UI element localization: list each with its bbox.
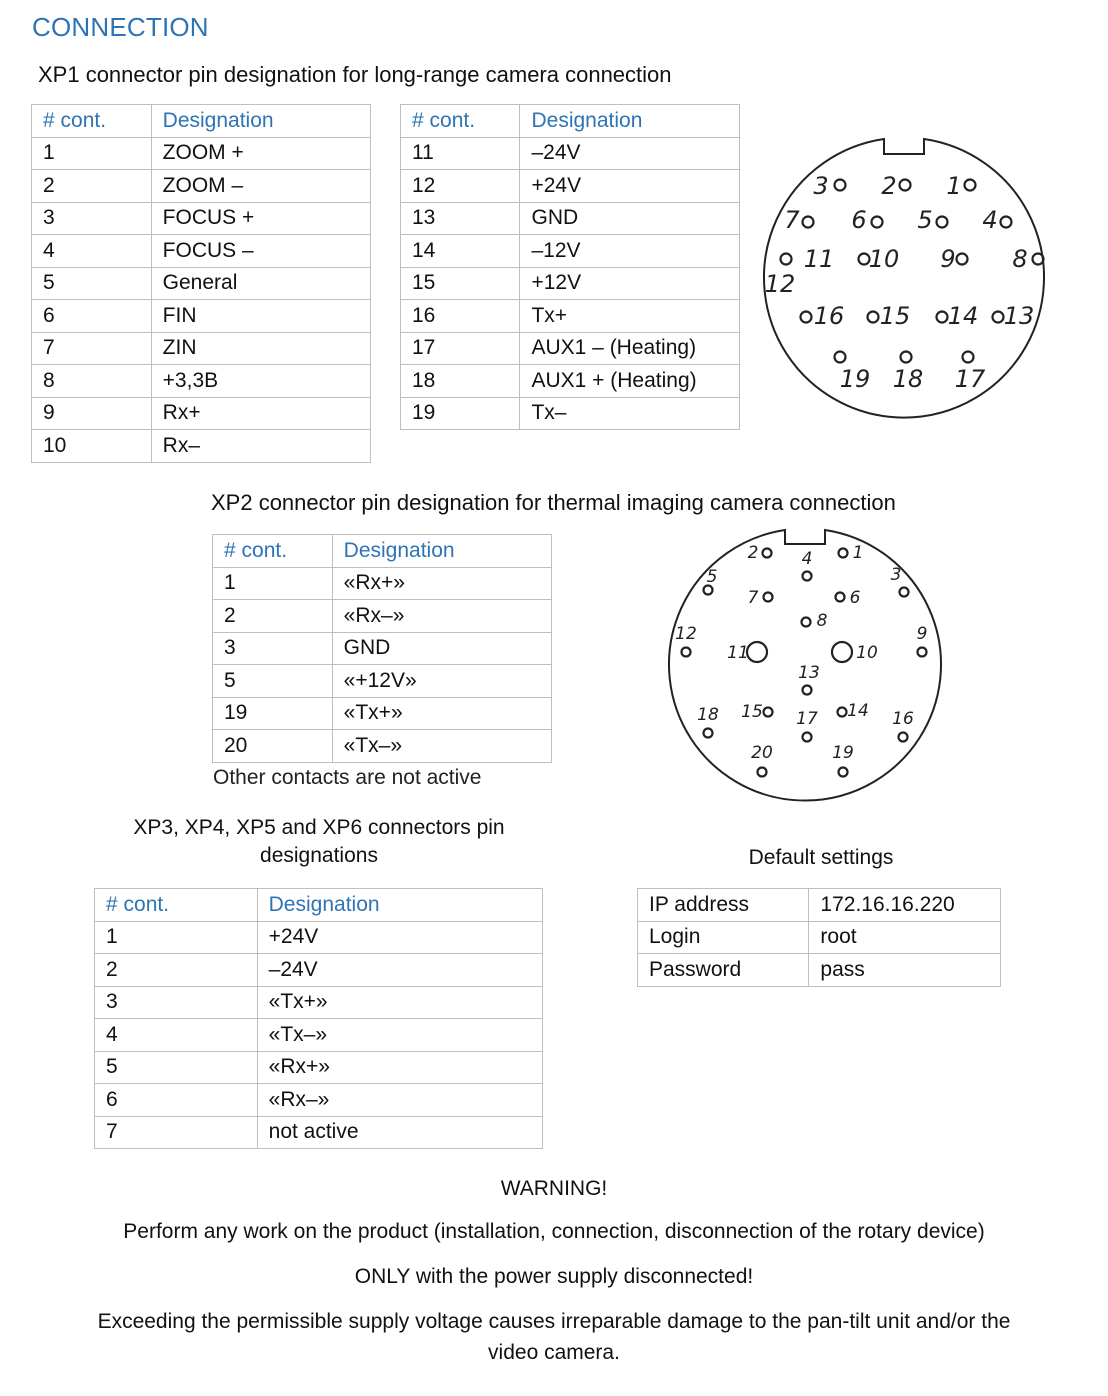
header-designation: Designation bbox=[520, 105, 740, 138]
pin-label: 7 bbox=[747, 588, 759, 608]
cell-des: +24V bbox=[257, 921, 542, 954]
pin-label: 15 bbox=[741, 702, 763, 722]
cell-cont: 20 bbox=[213, 730, 333, 763]
pin-label: 5 bbox=[917, 206, 933, 234]
table-row bbox=[401, 267, 740, 300]
cell-value: pass bbox=[809, 954, 1001, 987]
cell-cont: 6 bbox=[95, 1084, 258, 1117]
warning-line3b: video camera. bbox=[488, 1341, 620, 1364]
cell-cont: 2 bbox=[95, 954, 258, 987]
pin-label: 17 bbox=[954, 365, 986, 393]
pin-contact bbox=[803, 572, 812, 581]
cell-cont: 4 bbox=[32, 235, 152, 268]
cell-cont: 5 bbox=[32, 267, 152, 300]
cell-des: «Rx+» bbox=[332, 567, 551, 600]
pin-label: 15 bbox=[879, 302, 911, 330]
pin-label: 18 bbox=[697, 705, 719, 725]
pin-contact bbox=[801, 312, 812, 323]
table-row bbox=[213, 730, 552, 763]
cell-des: not active bbox=[257, 1116, 542, 1149]
warning-line3a: Exceeding the permissible supply voltage causes irreparable damage to the pan-tilt unit and/or the bbox=[97, 1310, 1011, 1333]
defaults-table bbox=[637, 888, 1001, 987]
cell-des: ZIN bbox=[151, 332, 370, 365]
header-cont: # cont. bbox=[95, 889, 258, 922]
header-designation: Designation bbox=[332, 535, 551, 568]
cell-des: ZOOM + bbox=[151, 137, 370, 170]
pin-label: 10 bbox=[856, 643, 878, 663]
cell-cont: 6 bbox=[32, 300, 152, 333]
pin-contact bbox=[803, 686, 812, 695]
table-row bbox=[32, 137, 371, 170]
cell-des: +24V bbox=[520, 170, 740, 203]
cell-key: Password bbox=[638, 954, 809, 987]
table-row bbox=[32, 397, 371, 430]
table-row bbox=[32, 267, 371, 300]
cell-cont: 7 bbox=[32, 332, 152, 365]
warning-line1: Perform any work on the product (installation, connection, disconnection of the rotary device) bbox=[123, 1220, 985, 1243]
pin-contact bbox=[839, 549, 848, 558]
cell-cont: 19 bbox=[213, 697, 333, 730]
cell-des: General bbox=[151, 267, 370, 300]
defaults-title: Default settings bbox=[748, 846, 894, 869]
table-row bbox=[32, 300, 371, 333]
cell-des: «Rx–» bbox=[332, 600, 551, 633]
cell-cont: 12 bbox=[401, 170, 520, 203]
table-header-row bbox=[213, 535, 552, 568]
pin-contact bbox=[872, 217, 883, 228]
table-row bbox=[401, 365, 740, 398]
pin-contact bbox=[764, 593, 773, 602]
pin-label: 1 bbox=[852, 543, 864, 563]
table-header-row bbox=[32, 105, 371, 138]
cell-des: –24V bbox=[257, 954, 542, 987]
cell-des: Rx– bbox=[151, 430, 370, 463]
cell-des: FIN bbox=[151, 300, 370, 333]
header-cont: # cont. bbox=[32, 105, 152, 138]
xp2-table bbox=[212, 534, 552, 763]
cell-des: Rx+ bbox=[151, 397, 370, 430]
xp1-connector-diagram bbox=[758, 124, 1058, 424]
xp2-connector-diagram bbox=[660, 522, 950, 812]
pin-contact bbox=[899, 733, 908, 742]
pin-label: 1 bbox=[946, 172, 962, 200]
xp1-right-table bbox=[400, 104, 740, 430]
cell-cont: 4 bbox=[95, 1019, 258, 1052]
table-row bbox=[95, 921, 543, 954]
cell-des: «Tx–» bbox=[332, 730, 551, 763]
pin-contact bbox=[839, 768, 848, 777]
table-row bbox=[213, 600, 552, 633]
cell-cont: 11 bbox=[401, 137, 520, 170]
header-designation: Designation bbox=[257, 889, 542, 922]
pin-contact bbox=[704, 729, 713, 738]
pin-label: 6 bbox=[851, 206, 867, 234]
cell-des: GND bbox=[520, 202, 740, 235]
pin-label: 2 bbox=[881, 172, 897, 200]
cell-des: +12V bbox=[520, 267, 740, 300]
pin-label: 4 bbox=[982, 206, 998, 234]
table-row bbox=[213, 665, 552, 698]
table-row bbox=[95, 1116, 543, 1149]
pin-label: 17 bbox=[796, 709, 818, 729]
table-row bbox=[95, 986, 543, 1019]
table-row bbox=[32, 170, 371, 203]
cell-cont: 2 bbox=[32, 170, 152, 203]
table-row bbox=[213, 697, 552, 730]
cell-cont: 1 bbox=[95, 921, 258, 954]
pin-contact bbox=[764, 708, 773, 717]
warning-title: WARNING! bbox=[500, 1177, 608, 1200]
pin-contact bbox=[937, 217, 948, 228]
pin-label: 8 bbox=[1012, 245, 1028, 273]
pin-contact bbox=[965, 180, 976, 191]
cell-cont: 1 bbox=[32, 137, 152, 170]
table-row bbox=[401, 300, 740, 333]
pin-contact bbox=[868, 312, 879, 323]
table-row bbox=[638, 889, 1001, 922]
pin-label: 8 bbox=[816, 611, 828, 631]
xp1-title: XP1 connector pin designation for long-range camera connection bbox=[38, 62, 672, 87]
pin-contact bbox=[682, 648, 691, 657]
pin-label: 11 bbox=[727, 643, 749, 663]
header-designation: Designation bbox=[151, 105, 370, 138]
pin-contact bbox=[838, 708, 847, 717]
pin-contact bbox=[763, 549, 772, 558]
table-row bbox=[32, 235, 371, 268]
pin-contact bbox=[832, 642, 852, 662]
pin-label: 3 bbox=[813, 172, 829, 200]
table-row bbox=[213, 567, 552, 600]
cell-cont: 7 bbox=[95, 1116, 258, 1149]
pin-label: 13 bbox=[798, 663, 820, 683]
cell-cont: 3 bbox=[213, 632, 333, 665]
pin-contact bbox=[803, 217, 814, 228]
table-row bbox=[213, 632, 552, 665]
cell-des: «Tx–» bbox=[257, 1019, 542, 1052]
table-header-row bbox=[95, 889, 543, 922]
cell-cont: 9 bbox=[32, 397, 152, 430]
pin-contact bbox=[1001, 217, 1012, 228]
pin-label: 10 bbox=[868, 245, 900, 273]
table-row bbox=[401, 332, 740, 365]
pin-contact bbox=[747, 642, 767, 662]
pin-label: 16 bbox=[892, 709, 914, 729]
xp3-title-line1: XP3, XP4, XP5 and XP6 connectors pin bbox=[133, 816, 505, 839]
pin-label: 9 bbox=[940, 245, 956, 273]
table-row bbox=[32, 202, 371, 235]
pin-label: 4 bbox=[801, 549, 813, 569]
pin-label: 13 bbox=[1003, 302, 1035, 330]
table-row bbox=[95, 954, 543, 987]
table-row bbox=[401, 235, 740, 268]
xp1-left-table bbox=[31, 104, 371, 463]
table-row bbox=[401, 397, 740, 430]
pin-label: 11 bbox=[803, 245, 835, 273]
pin-contact bbox=[803, 733, 812, 742]
cell-key: Login bbox=[638, 921, 809, 954]
cell-cont: 14 bbox=[401, 235, 520, 268]
cell-cont: 3 bbox=[32, 202, 152, 235]
pin-contact bbox=[758, 768, 767, 777]
cell-des: «+12V» bbox=[332, 665, 551, 698]
pin-label: 12 bbox=[764, 270, 796, 298]
cell-cont: 13 bbox=[401, 202, 520, 235]
cell-cont: 8 bbox=[32, 365, 152, 398]
pin-label: 12 bbox=[675, 624, 697, 644]
pin-label: 14 bbox=[947, 302, 979, 330]
cell-des: «Tx+» bbox=[257, 986, 542, 1019]
cell-des: AUX1 – (Heating) bbox=[520, 332, 740, 365]
cell-cont: 18 bbox=[401, 365, 520, 398]
cell-cont: 3 bbox=[95, 986, 258, 1019]
pin-label: 6 bbox=[849, 588, 861, 608]
cell-value: root bbox=[809, 921, 1001, 954]
table-row bbox=[32, 430, 371, 463]
section-heading: CONNECTION bbox=[32, 12, 209, 42]
pin-label: 2 bbox=[747, 543, 759, 563]
pin-contact bbox=[963, 352, 974, 363]
header-cont: # cont. bbox=[213, 535, 333, 568]
cell-des: «Tx+» bbox=[332, 697, 551, 730]
cell-des: –24V bbox=[520, 137, 740, 170]
cell-cont: 1 bbox=[213, 567, 333, 600]
table-row bbox=[638, 954, 1001, 987]
xp3-title-line2: designations bbox=[260, 844, 378, 867]
cell-cont: 5 bbox=[95, 1051, 258, 1084]
pin-label: 16 bbox=[813, 302, 845, 330]
xp3-title bbox=[94, 816, 544, 868]
cell-value: 172.16.16.220 bbox=[809, 889, 1001, 922]
xp2-note: Other contacts are not active bbox=[213, 766, 482, 789]
table-row bbox=[32, 332, 371, 365]
header-cont: # cont. bbox=[401, 105, 520, 138]
cell-des: +3,3B bbox=[151, 365, 370, 398]
cell-des: FOCUS – bbox=[151, 235, 370, 268]
xp3-table bbox=[94, 888, 543, 1149]
cell-cont: 2 bbox=[213, 600, 333, 633]
pin-label: 20 bbox=[751, 743, 773, 763]
cell-cont: 17 bbox=[401, 332, 520, 365]
pin-contact bbox=[993, 312, 1004, 323]
pin-contact bbox=[900, 180, 911, 191]
table-row bbox=[401, 202, 740, 235]
warning-line2: ONLY with the power supply disconnected! bbox=[354, 1265, 754, 1288]
pin-contact bbox=[835, 180, 846, 191]
table-row bbox=[95, 1019, 543, 1052]
table-row bbox=[32, 365, 371, 398]
table-row bbox=[95, 1084, 543, 1117]
pin-contact bbox=[836, 593, 845, 602]
table-header-row bbox=[401, 105, 740, 138]
pin-label: 3 bbox=[890, 565, 902, 585]
xp2-title: XP2 connector pin designation for thermal imaging camera connection bbox=[211, 490, 896, 515]
pin-label: 7 bbox=[784, 206, 800, 234]
cell-cont: 5 bbox=[213, 665, 333, 698]
cell-des: GND bbox=[332, 632, 551, 665]
pin-contact bbox=[781, 254, 792, 265]
pin-label: 19 bbox=[839, 365, 871, 393]
cell-des: –12V bbox=[520, 235, 740, 268]
table-row bbox=[401, 137, 740, 170]
pin-label: 9 bbox=[916, 624, 928, 644]
cell-des: AUX1 + (Heating) bbox=[520, 365, 740, 398]
pin-contact bbox=[802, 618, 811, 627]
pin-label: 18 bbox=[892, 365, 924, 393]
table-row bbox=[95, 1051, 543, 1084]
pin-contact bbox=[900, 588, 909, 597]
cell-des: «Rx+» bbox=[257, 1051, 542, 1084]
cell-des: Tx– bbox=[520, 397, 740, 430]
pin-contact bbox=[901, 352, 912, 363]
pin-label: 14 bbox=[847, 701, 869, 721]
cell-cont: 16 bbox=[401, 300, 520, 333]
table-row bbox=[638, 921, 1001, 954]
cell-cont: 10 bbox=[32, 430, 152, 463]
pin-label: 19 bbox=[832, 743, 854, 763]
table-row bbox=[401, 170, 740, 203]
cell-cont: 19 bbox=[401, 397, 520, 430]
cell-des: ZOOM – bbox=[151, 170, 370, 203]
cell-des: «Rx–» bbox=[257, 1084, 542, 1117]
cell-cont: 15 bbox=[401, 267, 520, 300]
pin-contact bbox=[937, 312, 948, 323]
cell-des: FOCUS + bbox=[151, 202, 370, 235]
pin-contact bbox=[957, 254, 968, 265]
cell-key: IP address bbox=[638, 889, 809, 922]
pin-label: 5 bbox=[706, 567, 718, 587]
pin-contact bbox=[918, 648, 927, 657]
pin-contact bbox=[835, 352, 846, 363]
cell-des: Tx+ bbox=[520, 300, 740, 333]
